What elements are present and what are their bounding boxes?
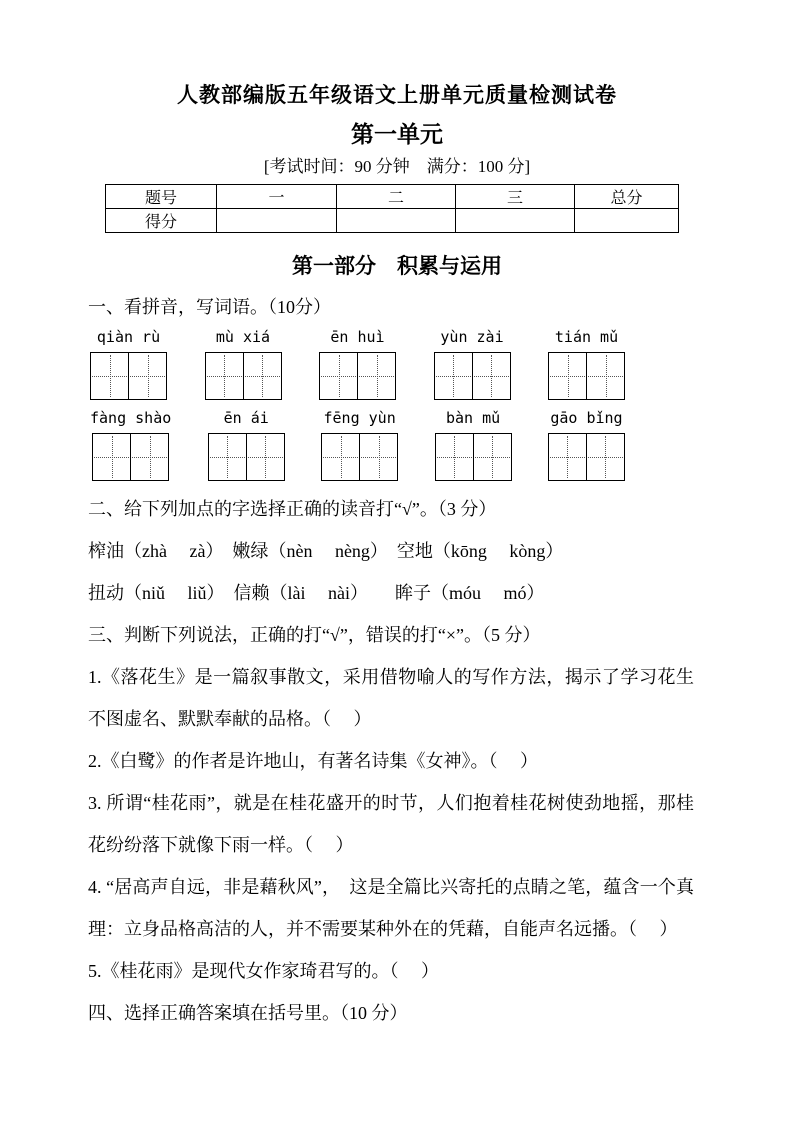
question3-item-5: 5.《桂花雨》是现代女作家琦君写的。（ ） [88,961,439,981]
tianzige-pair [435,433,512,481]
score-table-header-row [106,185,679,209]
pinyin-label: gāo bǐng [550,409,623,427]
tianzige-cell [549,434,586,480]
tianzige-cell [243,353,281,399]
pinyin-word-row-2 [90,409,625,481]
unit-title: 第一单元 [351,122,443,147]
score-table-header-two: 二 [337,185,456,209]
word-group [90,409,171,481]
score-table-header-three: 三 [456,185,575,209]
score-table-header-one: 一 [217,185,337,209]
tianzige-cell [586,353,624,399]
tianzige-cell [320,353,357,399]
pinyin-label: yùn zài [440,328,504,346]
score-table-score-row [106,209,679,233]
tianzige-pair [319,352,396,400]
question2-options-line1: 榨油（zhà zà） 嫩绿（nèn nèng） 空地（kōng kòng） [88,541,564,561]
tianzige-cell [206,353,243,399]
tianzige-cell [128,353,166,399]
score-cell-one [217,209,337,233]
tianzige-pair [90,352,167,400]
exam-time-info: [考试时间：90 分钟 满分：100 分] [263,157,531,176]
score-table-header-qnum: 题号 [106,185,217,209]
score-cell-total [575,209,679,233]
word-group [321,409,398,481]
pinyin-label: bàn mǔ [445,409,501,427]
questions-body [88,488,694,1034]
question3-item-3: 3. 所谓“桂花雨”，就是在桂花盛开的时节，人们抱着桂花树使劲地摇，那桂花纷纷落下就像下雨一样。（ ） [88,793,694,855]
pinyin-label: qiàn rù [96,328,161,346]
tianzige-cell [322,434,359,480]
tianzige-cell [435,353,472,399]
word-group [90,328,167,400]
document-title: 人教部编版五年级语文上册单元质量检测试卷 [177,83,617,107]
pinyin-label: ēn ái [223,409,269,427]
question2-options-line2: 扭动（niǔ liǔ） 信赖（lài nài） 眸子（móu mó） [88,583,545,603]
pinyin-label: fàng shào [90,409,172,427]
tianzige-cell [357,353,395,399]
score-row-label: 得分 [106,209,217,233]
tianzige-cell [472,353,510,399]
word-group [548,328,625,400]
word-group [435,409,512,481]
tianzige-cell [549,353,586,399]
tianzige-cell [130,434,168,480]
tianzige-cell [586,434,624,480]
tianzige-cell [359,434,397,480]
question3-item-4: 4. “居高声自远，非是藉秋风”， 这是全篇比兴寄托的点睛之笔，蕴含一个真理：立身品格高洁的人，并不需要某种外在的凭藉，自能声名远播。（ ） [88,877,694,939]
tianzige-pair [434,352,511,400]
tianzige-cell [436,434,473,480]
question1-heading: 一、看拼音，写词语。（10分） [88,297,331,317]
word-group [205,328,282,400]
tianzige-cell [473,434,511,480]
question4-heading: 四、选择正确答案填在括号里。（10 分） [88,1003,408,1023]
score-table [105,184,679,233]
tianzige-pair [205,352,282,400]
tianzige-cell [91,353,128,399]
question3-item-1: 1.《落花生》是一篇叙事散文，采用借物喻人的写作方法，揭示了学习花生不图虚名、默默奉献的品格。（ ） [88,667,694,729]
word-group [319,328,396,400]
tianzige-cell [246,434,284,480]
tianzige-pair [321,433,398,481]
tianzige-cell [93,434,130,480]
tianzige-cell [209,434,246,480]
word-group [548,409,625,481]
tianzige-pair [548,433,625,481]
tianzige-pair [92,433,169,481]
score-cell-two [337,209,456,233]
question2-heading: 二、给下列加点的字选择正确的读音打“√”。（3 分） [88,499,497,519]
pinyin-label: tián mǔ [554,328,619,346]
pinyin-word-row-1 [90,328,625,400]
pinyin-label: ēn huì [330,328,385,346]
score-table-header-total: 总分 [575,185,679,209]
tianzige-pair [548,352,625,400]
question3-heading: 三、判断下列说法，正确的打“√”，错误的打“×”。（5 分） [88,625,541,645]
word-group [208,409,285,481]
word-group [434,328,511,400]
tianzige-pair [208,433,285,481]
score-cell-three [456,209,575,233]
question3-item-2: 2.《白鹭》的作者是许地山，有著名诗集《女神》。（ ） [88,751,538,771]
pinyin-label: fēng yùn [323,409,396,427]
pinyin-label: mù xiá [215,328,271,346]
part1-heading: 第一部分 积累与运用 [292,254,502,278]
